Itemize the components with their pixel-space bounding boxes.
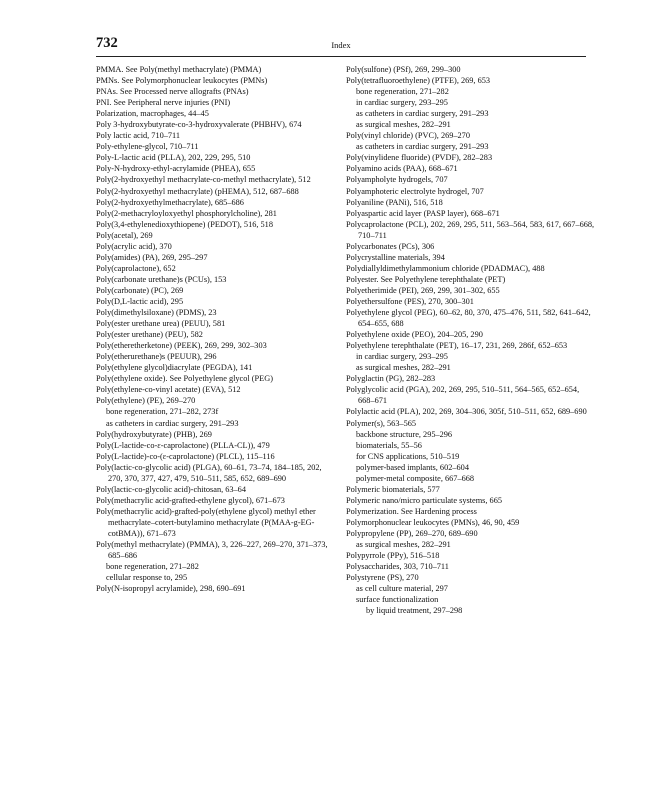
index-entry: Poly(2-hydroxyethyl methacrylate) (pHEMA), 512, 687–688 (96, 186, 299, 196)
index-subentry: bone regeneration, 271–282, 273f (106, 407, 219, 417)
index-entry: Poly(vinyl chloride) (PVC), 269–270 (346, 131, 470, 141)
index-entry: Poly(ethylene oxide). See Polyethylene glycol (PEG) (96, 374, 273, 384)
index-entry: Poly(methacrylic acid)-grafted-poly(ethylene glycol) methyl ether methacrylate–cotert-butylamino methacrylate (P(MAA-g-EG-cotBMA)), 671–673 (96, 506, 316, 538)
index-subentry: as surgical meshes, 282–291 (356, 540, 451, 550)
index-entry: Polymorphonuclear leukocytes (PMNs), 46, 90, 459 (346, 517, 520, 527)
index-entry: Polyethersulfone (PES), 270, 300–301 (346, 296, 474, 306)
index-entry: Poly(3,4-ethylenedioxythiopene) (PEDOT), 516, 518 (96, 219, 273, 229)
index-subentry: in cardiac surgery, 293–295 (356, 98, 448, 108)
index-subentry: in cardiac surgery, 293–295 (356, 352, 448, 362)
index-entry: Poly(ester urethane urea) (PEUU), 581 (96, 319, 226, 329)
index-entry: Poly(hydroxybutyrate) (PHB), 269 (96, 429, 212, 439)
index-subentry: polymer-based implants, 602–604 (356, 462, 469, 472)
index-entry: Polyaspartic acid layer (PASP layer), 668–671 (346, 208, 500, 218)
index-subentry: as catheters in cardiac surgery, 291–293 (356, 109, 489, 119)
index-entry: Poly(ester urethane) (PEU), 582 (96, 330, 203, 340)
index-entry: Polysaccharides, 303, 710–711 (346, 562, 449, 572)
index-entry: Polyamino acids (PAA), 668–671 (346, 164, 458, 174)
index-entry: Polyamphoteric electrolyte hydrogel, 707 (346, 186, 484, 196)
index-entry: Poly(lactic-co-glycolic acid)-chitosan, 63–64 (96, 484, 246, 494)
index-entry: Polyethylene oxide (PEO), 204–205, 290 (346, 330, 483, 340)
index-entry: Poly(acrylic acid), 370 (96, 241, 172, 251)
index-entry: Poly(carbonate) (PC), 269 (96, 285, 184, 295)
page-number: 732 (96, 35, 118, 51)
index-entry: Poly 3-hydroxybutyrate-co-3-hydroxyvalerate (PHBHV), 674 (96, 120, 302, 130)
index-entry: Poly(L-lactide)-co-(ε-caprolactone) (PLCL), 115–116 (96, 451, 275, 461)
index-entry: Polycarbonates (PCs), 306 (346, 241, 435, 251)
index-entry: Poly(ethylene glycol)diacrylate (PEGDA), 141 (96, 363, 253, 373)
index-subentry: surface functionalization (356, 595, 439, 605)
index-subentry: as cell culture material, 297 (356, 584, 448, 594)
index-entry: Poly-N-hydroxy-ethyl-acrylamide (PHEA), 655 (96, 164, 256, 174)
index-entry: Poly(2-methacryloyloxyethyl phosphorylcholine), 281 (96, 208, 277, 218)
index-subentry: as surgical meshes, 282–291 (356, 120, 451, 130)
index-subentry: by liquid treatment, 297–298 (366, 606, 463, 616)
index-entry: Polymerization. See Hardening process (346, 506, 477, 516)
index-entry: Polymeric nano/micro particulate systems, 665 (346, 495, 502, 505)
index-entry: Poly-ethylene-glycol, 710–711 (96, 142, 199, 152)
index-entry: Polymer(s), 563–565 (346, 418, 417, 428)
index-entry: Polylactic acid (PLA), 202, 269, 304–306, 305f, 510–511, 652, 689–690 (346, 407, 587, 417)
index-subentry: as surgical meshes, 282–291 (356, 363, 451, 373)
index-entry: Polyethylene terephthalate (PET), 16–17, 231, 269, 286f, 652–653 (346, 341, 568, 351)
index-entry: Polyglycolic acid (PGA), 202, 269, 295, 510–511, 564–565, 652–654, 668–671 (346, 385, 580, 406)
index-subentry: backbone structure, 295–296 (356, 429, 453, 439)
index-entry: Poly(acetal), 269 (96, 230, 153, 240)
index-entry: Polyetherimide (PEI), 269, 299, 301–302, 655 (346, 285, 500, 295)
index-entry: Poly(vinylidene fluoride) (PVDF), 282–283 (346, 153, 493, 163)
index-entry: Poly(caprolactone), 652 (96, 263, 176, 273)
index-entry: Polarization, macrophages, 44–45 (96, 109, 209, 119)
index-entry: Polyaniline (PANi), 516, 518 (346, 197, 443, 207)
index-column-right (346, 64, 596, 616)
index-subentry: bone regeneration, 271–282 (356, 87, 449, 97)
index-entry: Polystyrene (PS), 270 (346, 573, 419, 583)
index-subentry: for CNS applications, 510–519 (356, 451, 460, 461)
index-subentry: biomaterials, 55–56 (356, 440, 422, 450)
index-entry: PNAs. See Processed nerve allografts (PNAs) (96, 87, 249, 97)
index-entry: Poly lactic acid, 710–711 (96, 131, 181, 141)
index-entry: PMMA. See Poly(methyl methacrylate) (PMMA) (96, 65, 262, 74)
index-entry: Polydiallyldimethylammonium chloride (PDADMAC), 488 (346, 263, 545, 273)
index-entry: Poly(dimethylsiloxane) (PDMS), 23 (96, 308, 217, 318)
index-entry: Polypyrrole (PPy), 516–518 (346, 551, 440, 561)
index-entry: Poly(lactic-co-glycolic acid) (PLGA), 60–61, 73–74, 184–185, 202, 270, 370, 377, 427, 479, 510–511, 585, 652, 689–690 (96, 462, 322, 483)
index-entry: Poly(2-hydroxyethyl methacrylate-co-methyl methacrylate), 512 (96, 175, 311, 185)
index-entry: Poly(sulfone) (PSf), 269, 299–300 (346, 65, 461, 74)
index-entry: Polypropylene (PP), 269–270, 689–690 (346, 528, 478, 538)
index-entry: PMNs. See Polymorphonuclear leukocytes (PMNs) (96, 76, 268, 86)
index-entry: Poly(etherurethane)s (PEUUR), 296 (96, 352, 217, 362)
index-entry: Poly(methacrylic acid-grafted-ethylene glycol), 671–673 (96, 495, 285, 505)
index-entry: Polyester. See Polyethylene terephthalate (PET) (346, 274, 506, 284)
index-subentry: cellular response to, 295 (106, 573, 188, 583)
index-entry: Polyglactin (PG), 282–283 (346, 374, 436, 384)
index-entry: Poly(etheretherketone) (PEEK), 269, 299, 302–303 (96, 341, 267, 351)
index-entry: Poly(carbonate urethane)s (PCUs), 153 (96, 274, 227, 284)
index-entry: Poly(L-lactide-co-ε-caprolactone) (PLLA-CL)), 479 (96, 440, 270, 450)
index-entry: Polycrystalline materials, 394 (346, 252, 445, 262)
header-rule (96, 56, 586, 57)
index-entry: Poly(amides) (PA), 269, 295–297 (96, 252, 208, 262)
index-entry: Poly(tetrafluoroethylene) (PTFE), 269, 653 (346, 76, 491, 86)
index-entry: Polymeric biomaterials, 577 (346, 484, 440, 494)
index-entry: Poly(ethylene-co-vinyl acetate) (EVA), 512 (96, 385, 241, 395)
index-entry: Polyethylene glycol (PEG), 60–62, 80, 370, 475–476, 511, 582, 641–642, 654–655, 688 (346, 308, 591, 329)
running-head: Index (331, 40, 351, 50)
index-subentry: bone regeneration, 271–282 (106, 562, 199, 572)
index-entry: Polycaprolactone (PCL), 202, 269, 295, 511, 563–564, 583, 617, 667–668, 710–711 (346, 219, 595, 240)
index-entry: Poly(methyl methacrylate) (PMMA), 3, 226–227, 269–270, 371–373, 685–686 (96, 540, 328, 561)
index-entry: Poly(D,L-lactic acid), 295 (96, 296, 184, 306)
index-entry: Poly(ethylene) (PE), 269–270 (96, 396, 196, 406)
index-column-left (96, 64, 336, 594)
index-entry: PNI. See Peripheral nerve injuries (PNI) (96, 98, 231, 108)
index-subentry: as catheters in cardiac surgery, 291–293 (356, 142, 489, 152)
index-subentry: polymer-metal composite, 667–668 (356, 473, 475, 483)
page-header (96, 35, 586, 55)
index-entry: Poly-L-lactic acid (PLLA), 202, 229, 295, 510 (96, 153, 251, 163)
index-entry: Poly(N-isopropyl acrylamide), 298, 690–691 (96, 584, 246, 594)
index-entry: Polyampholyte hydrogels, 707 (346, 175, 448, 185)
index-subentry: as catheters in cardiac surgery, 291–293 (106, 418, 239, 428)
index-entry: Poly(2-hydroxyethylmethacrylate), 685–686 (96, 197, 244, 207)
